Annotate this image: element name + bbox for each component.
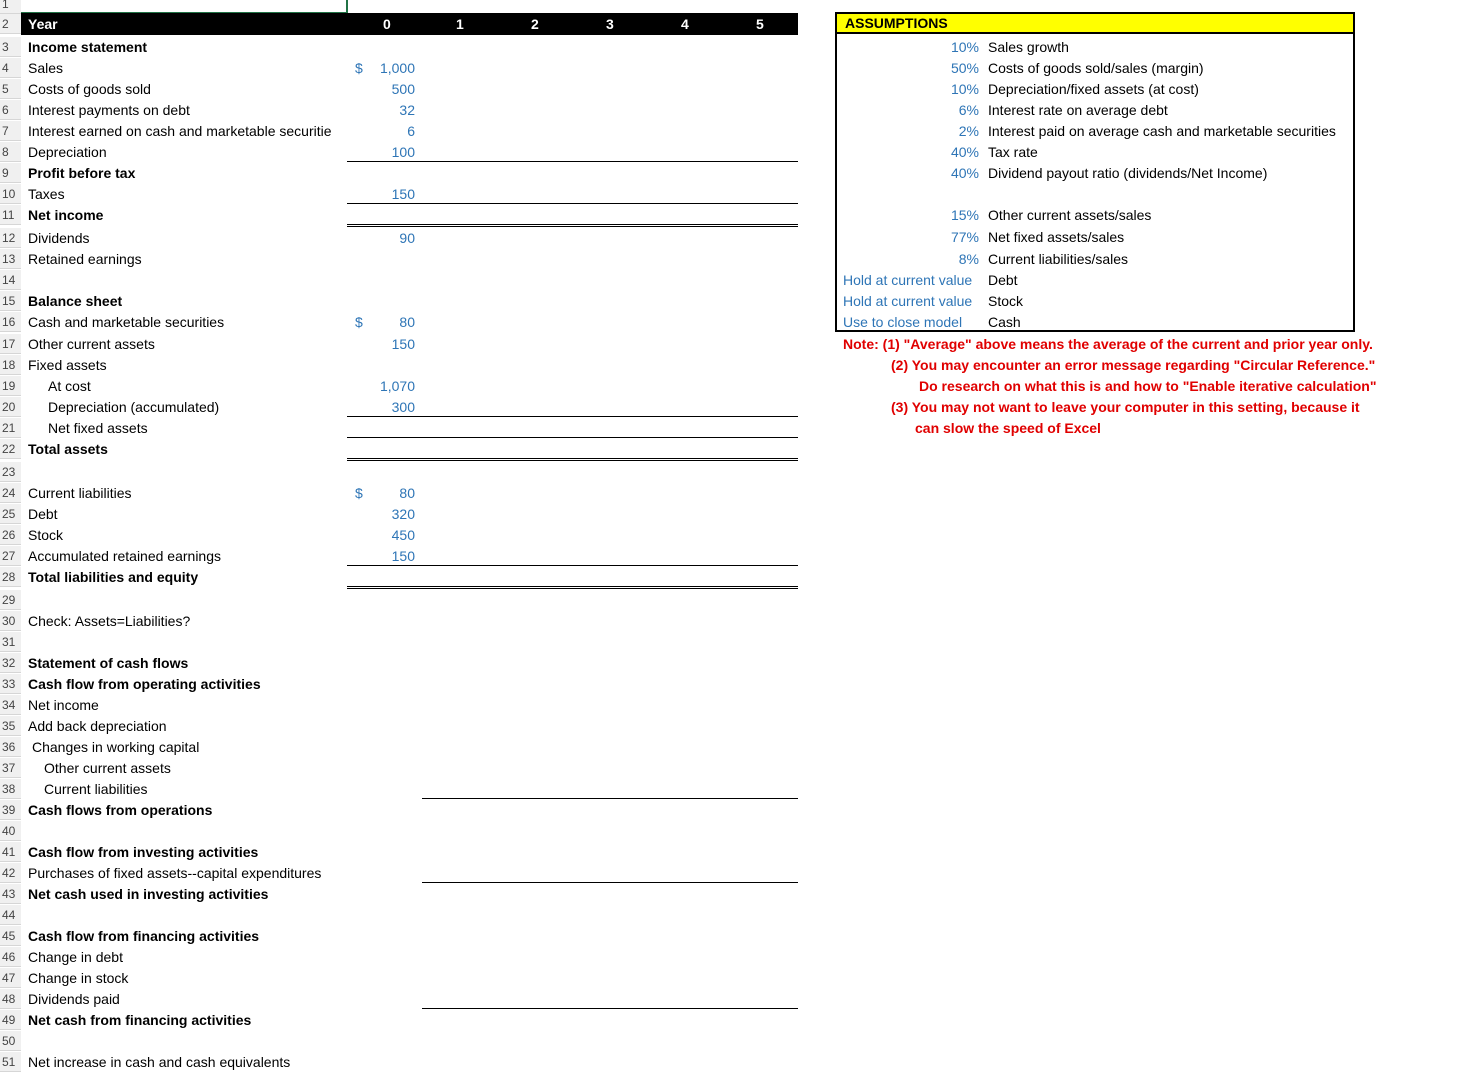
assumption-value-other-ca[interactable]: 15%: [950, 207, 979, 223]
row-header[interactable]: 45: [0, 926, 21, 946]
subtotal-line: [347, 437, 798, 438]
total-assets-label: Total assets: [28, 441, 108, 457]
row-header[interactable]: 7: [0, 121, 21, 141]
debt-value-y0[interactable]: 320: [391, 506, 415, 522]
assumption-label-payout: Dividend payout ratio (dividends/Net Income): [988, 165, 1268, 181]
row-header[interactable]: 15: [0, 291, 21, 311]
row-header[interactable]: 44: [0, 905, 21, 925]
subtotal-line: [422, 798, 798, 799]
row-header[interactable]: 1: [0, 0, 21, 14]
other-current-assets-value-y0[interactable]: 150: [391, 336, 415, 352]
year-label: Year: [28, 16, 58, 32]
dividends-label: Dividends: [28, 230, 90, 246]
balance-sheet-heading: Balance sheet: [28, 293, 123, 309]
stock-value-y0[interactable]: 450: [391, 527, 415, 543]
row-header[interactable]: 11: [0, 205, 21, 225]
row-header[interactable]: 51: [0, 1052, 21, 1072]
debt-label: Debt: [28, 506, 58, 522]
cogs-value-y0[interactable]: 500: [391, 81, 415, 97]
assumption-label-net-fixed: Net fixed assets/sales: [988, 229, 1125, 245]
assumption-value-tax-rate[interactable]: 40%: [950, 144, 979, 160]
interest-debt-label: Interest payments on debt: [28, 102, 190, 118]
row-header[interactable]: 4: [0, 58, 21, 78]
row-header[interactable]: 6: [0, 100, 21, 120]
cf-net-financing-label: Net cash from financing activities: [28, 1012, 252, 1028]
current-liabilities-value-y0[interactable]: 80: [399, 485, 415, 501]
total-liabilities-equity-label: Total liabilities and equity: [28, 569, 199, 585]
row-header[interactable]: 39: [0, 800, 21, 820]
subtotal-line: [422, 1008, 798, 1009]
double-total-line: [347, 224, 798, 227]
assumption-hold-debt[interactable]: Hold at current value: [843, 272, 973, 288]
note-line-2: (2) You may encounter an error message regarding "Circular Reference.": [891, 357, 1376, 373]
row-header[interactable]: 43: [0, 884, 21, 904]
fixed-assets-label: Fixed assets: [28, 357, 107, 373]
retained-earnings-label: Retained earnings: [28, 251, 142, 267]
year-0[interactable]: 0: [383, 16, 391, 32]
row-header[interactable]: 42: [0, 863, 21, 883]
interest-debt-value-y0[interactable]: 32: [399, 102, 415, 118]
row-header[interactable]: 38: [0, 779, 21, 799]
cash-currency: $: [355, 314, 363, 330]
assumption-label-debt: Debt: [988, 272, 1018, 288]
assumption-label-sales-growth: Sales growth: [988, 39, 1069, 55]
row-header[interactable]: 13: [0, 249, 21, 269]
row-header[interactable]: 32: [0, 653, 21, 673]
row-header[interactable]: 19: [0, 376, 21, 396]
year-3[interactable]: 3: [606, 16, 614, 32]
cf-dividends-paid-label: Dividends paid: [28, 991, 120, 1007]
assumption-label-stock: Stock: [988, 293, 1024, 309]
cf-change-debt-label: Change in debt: [28, 949, 123, 965]
row-header[interactable]: 47: [0, 968, 21, 988]
assumption-value-interest-debt[interactable]: 6%: [958, 102, 979, 118]
assumption-value-depreciation[interactable]: 10%: [950, 81, 979, 97]
row-header[interactable]: 10: [0, 184, 21, 204]
cf-from-operations-label: Cash flows from operations: [28, 802, 213, 818]
row-header[interactable]: 18: [0, 355, 21, 375]
interest-cash-value-y0[interactable]: 6: [407, 123, 415, 139]
row-header[interactable]: 35: [0, 716, 21, 736]
assumption-label-tax-rate: Tax rate: [988, 144, 1038, 160]
row-header[interactable]: 5: [0, 79, 21, 99]
depreciation-accum-value-y0[interactable]: 300: [391, 399, 415, 415]
note-line-4: (3) You may not want to leave your computer in this setting, because it: [891, 399, 1360, 415]
assumption-value-current-liab[interactable]: 8%: [958, 251, 979, 267]
cf-net-income-label: Net income: [28, 697, 99, 713]
row-header[interactable]: 29: [0, 590, 21, 610]
year-5[interactable]: 5: [756, 16, 764, 32]
assumption-hold-stock[interactable]: Hold at current value: [843, 293, 973, 309]
note-line-3: Do research on what this is and how to "Enable iterative calculation": [919, 378, 1377, 394]
at-cost-value-y0[interactable]: 1,070: [379, 378, 415, 394]
taxes-value-y0[interactable]: 150: [391, 186, 415, 202]
interest-cash-label: Interest earned on cash and marketable securitie: [28, 123, 332, 139]
assumption-label-depreciation: Depreciation/fixed assets (at cost): [988, 81, 1199, 97]
row-header[interactable]: 14: [0, 270, 21, 290]
taxes-label: Taxes: [28, 186, 65, 202]
depreciation-accum-label: Depreciation (accumulated): [48, 399, 220, 415]
cash-value-y0[interactable]: 80: [399, 314, 415, 330]
stock-label: Stock: [28, 527, 64, 543]
cf-change-stock-label: Change in stock: [28, 970, 129, 986]
cf-add-depreciation-label: Add back depreciation: [28, 718, 167, 734]
selected-cell-border[interactable]: [21, 0, 348, 14]
row-header[interactable]: 23: [0, 462, 21, 482]
row-header[interactable]: 3: [0, 37, 21, 57]
net-fixed-assets-label: Net fixed assets: [48, 420, 148, 436]
assumption-label-interest-debt: Interest rate on average debt: [988, 102, 1168, 118]
subtotal-line: [347, 565, 798, 566]
year-2[interactable]: 2: [531, 16, 539, 32]
cf-changes-wc-label: Changes in working capital: [32, 739, 200, 755]
subtotal-line: [347, 416, 798, 417]
at-cost-label: At cost: [48, 378, 91, 394]
note-line-1: Note: (1) "Average" above means the average of the current and prior year only.: [843, 336, 1373, 352]
row-header[interactable]: 34: [0, 695, 21, 715]
subtotal-line: [347, 203, 798, 204]
row-header[interactable]: 12: [0, 228, 21, 248]
current-liabilities-label: Current liabilities: [28, 485, 132, 501]
cf-purchases-label: Purchases of fixed assets--capital expenditures: [28, 865, 322, 881]
row-header[interactable]: 8: [0, 142, 21, 162]
row-header[interactable]: 30: [0, 611, 21, 631]
row-header[interactable]: 49: [0, 1010, 21, 1030]
cf-investing-heading: Cash flow from investing activities: [28, 844, 259, 860]
income-statement-heading: Income statement: [28, 39, 148, 55]
current-liabilities-currency: $: [355, 485, 363, 501]
row-header[interactable]: 2: [0, 14, 21, 34]
assumption-value-net-fixed[interactable]: 77%: [950, 229, 979, 245]
assumption-label-other-ca: Other current assets/sales: [988, 207, 1152, 223]
row-header[interactable]: 48: [0, 989, 21, 1009]
row-header[interactable]: 27: [0, 546, 21, 566]
row-header[interactable]: 31: [0, 632, 21, 652]
sales-value-y0[interactable]: 1,000: [379, 60, 415, 76]
dividends-value-y0[interactable]: 90: [399, 230, 415, 246]
row-header[interactable]: 24: [0, 483, 21, 503]
assumption-value-payout[interactable]: 40%: [950, 165, 979, 181]
row-header[interactable]: 20: [0, 397, 21, 417]
net-income-label: Net income: [28, 207, 104, 223]
cf-operating-heading: Cash flow from operating activities: [28, 676, 261, 692]
other-current-assets-label: Other current assets: [28, 336, 155, 352]
double-total-line: [347, 586, 798, 589]
assumption-label-cogs: Costs of goods sold/sales (margin): [988, 60, 1204, 76]
row-header[interactable]: 25: [0, 504, 21, 524]
subtotal-line: [422, 882, 798, 883]
row-header[interactable]: 9: [0, 163, 21, 183]
double-total-line: [347, 458, 798, 461]
row-header[interactable]: 17: [0, 334, 21, 354]
accum-re-value-y0[interactable]: 150: [391, 548, 415, 564]
row-header[interactable]: 36: [0, 737, 21, 757]
cf-current-liabilities-label: Current liabilities: [44, 781, 148, 797]
row-header[interactable]: 37: [0, 758, 21, 778]
cash-label: Cash and marketable securities: [28, 314, 225, 330]
assumption-close-cash[interactable]: Use to close model: [843, 314, 963, 330]
cf-financing-heading: Cash flow from financing activities: [28, 928, 260, 944]
row-header[interactable]: 41: [0, 842, 21, 862]
profit-before-tax-label: Profit before tax: [28, 165, 136, 181]
row-header[interactable]: 16: [0, 312, 21, 332]
row-header[interactable]: 40: [0, 821, 21, 841]
sales-currency: $: [355, 60, 363, 76]
row-header[interactable]: 26: [0, 525, 21, 545]
note-line-5: can slow the speed of Excel: [915, 420, 1101, 436]
row-header[interactable]: 22: [0, 439, 21, 459]
row-header[interactable]: 50: [0, 1031, 21, 1051]
year-1[interactable]: 1: [456, 16, 464, 32]
sales-label: Sales: [28, 60, 64, 76]
scf-heading: Statement of cash flows: [28, 655, 189, 671]
assumption-label-interest-cash: Interest paid on average cash and marketable securities: [988, 123, 1336, 139]
depreciation-label: Depreciation: [28, 144, 107, 160]
row-header[interactable]: 46: [0, 947, 21, 967]
cogs-label: Costs of goods sold: [28, 81, 151, 97]
depreciation-value-y0[interactable]: 100: [391, 144, 415, 160]
assumption-value-interest-cash[interactable]: 2%: [958, 123, 979, 139]
row-header[interactable]: 28: [0, 567, 21, 587]
cf-net-investing-label: Net cash used in investing activities: [28, 886, 269, 902]
subtotal-line: [347, 161, 798, 162]
assumption-label-current-liab: Current liabilities/sales: [988, 251, 1129, 267]
row-header[interactable]: 21: [0, 418, 21, 438]
cf-other-current-assets-label: Other current assets: [44, 760, 171, 776]
assumption-value-sales-growth[interactable]: 10%: [950, 39, 979, 55]
check-label: Check: Assets=Liabilities?: [28, 613, 191, 629]
assumption-label-cash: Cash: [988, 314, 1021, 330]
assumptions-title: ASSUMPTIONS: [835, 12, 1355, 34]
row-header[interactable]: 33: [0, 674, 21, 694]
accum-retained-earnings-label: Accumulated retained earnings: [28, 548, 222, 564]
year-4[interactable]: 4: [681, 16, 689, 32]
cf-net-increase-label: Net increase in cash and cash equivalents: [28, 1054, 291, 1070]
assumption-value-cogs[interactable]: 50%: [950, 60, 979, 76]
